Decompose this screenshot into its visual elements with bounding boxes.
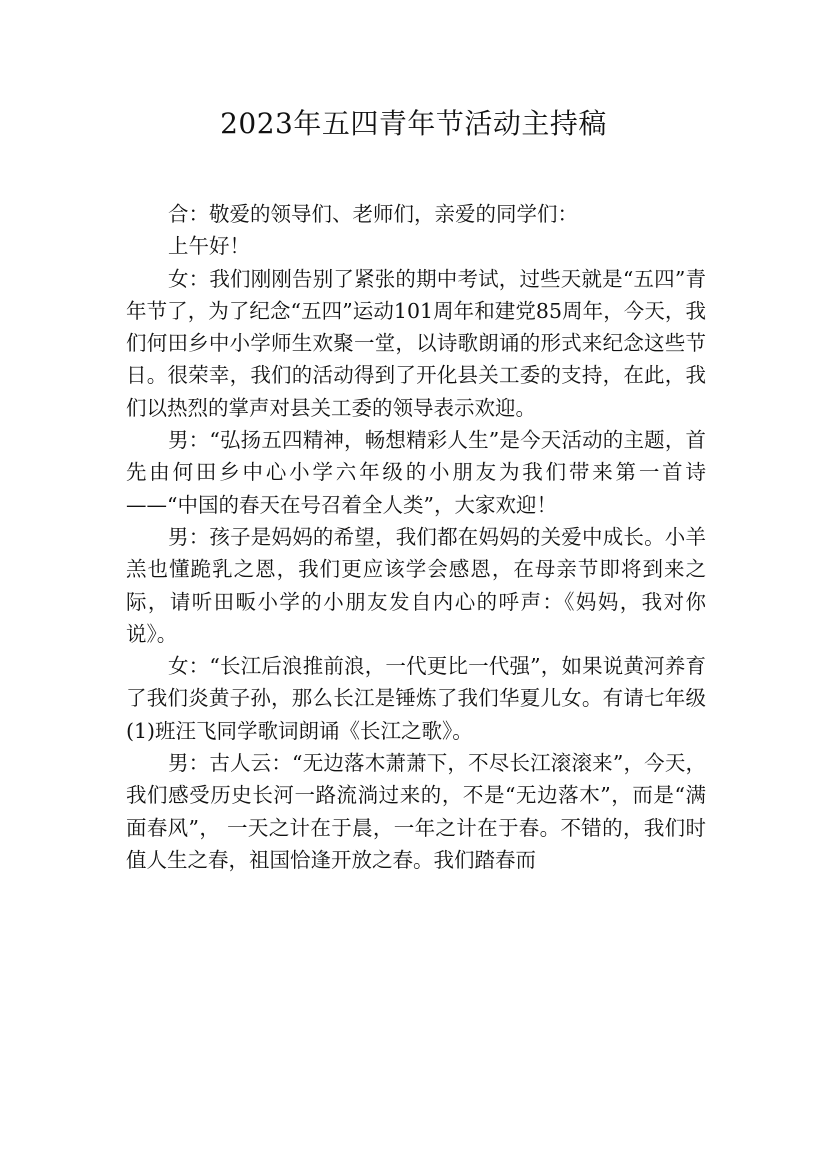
paragraph-male-spring: 男：古人云：“无边落木萧萧下，不尽长江滚滚来”，今天，我们感受历史长河一路流淌过来的，不是“无边落木”，而是“满面春风”， 一天之计在于晨，一年之计在于春。不错的，我们时值人生之春，祖国恰逢开放之春。我们踏春而 xyxy=(126,751,706,872)
paragraph-female-yangtze: 女：“长江后浪推前浪，一代更比一代强”，如果说黄河养育了我们炎黄子孙，那么长江是锤炼了我们华夏儿女。有请七年级(1)班汪飞同学歌词朗诵《长江之歌》。 xyxy=(126,654,706,743)
paragraph-male-mothers-day: 男：孩子是妈妈的希望，我们都在妈妈的关爱中成长。小羊羔也懂跪乳之恩，我们更应该学会感恩，在母亲节即将到来之际，请听田畈小学的小朋友发自内心的呼声：《妈妈，我对你说》。 xyxy=(126,524,706,646)
paragraph-male-theme: 男：“弘扬五四精神，畅想精彩人生”是今天活动的主题，首先由何田乡中心小学六年级的小朋友为我们带来第一首诗——“中国的春天在号召着全人类”，大家欢迎！ xyxy=(126,428,706,517)
paragraph-good-morning: 上午好！ xyxy=(168,234,250,259)
paragraph-female-intro: 女：我们刚刚告别了紧张的期中考试，过些天就是“五四”青年节了，为了纪念“五四”运动101周年和建党85周年，今天，我们何田乡中小学师生欢聚一堂，以诗歌朗诵的形式来纪念这些节日。很荣幸，我们的活动得到了开化县关工委的支持，在此，我们以热烈的掌声对县关工委的领导表示欢迎。 xyxy=(126,266,706,420)
document-title: 2023年五四青年节活动主持稿 xyxy=(220,107,607,140)
document-body xyxy=(126,198,706,876)
paragraph-greeting-chorus: 合：敬爱的领导们、老师们，亲爱的同学们： xyxy=(168,202,578,226)
